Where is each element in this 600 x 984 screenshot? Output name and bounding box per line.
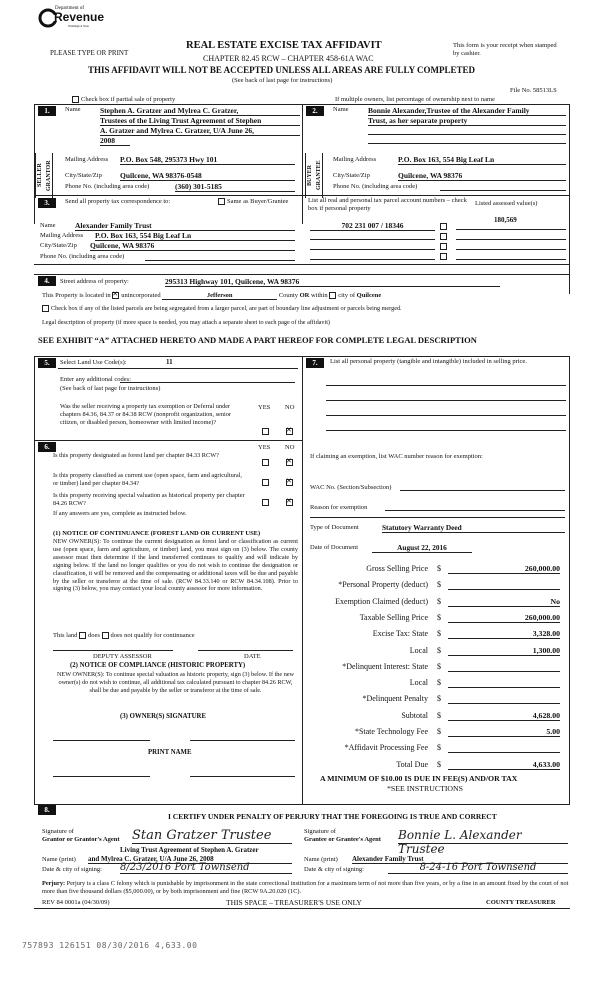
buyer-name-line-blank bbox=[368, 126, 566, 135]
tax-row-label: Excise Tax: State bbox=[372, 629, 428, 639]
doc-type-label: Type of Document bbox=[310, 524, 359, 531]
grantor-name-label: Name (print) bbox=[42, 856, 76, 863]
current-use-no-checkbox[interactable] bbox=[286, 478, 295, 486]
section-5-number: 5. bbox=[38, 358, 56, 368]
grantor-sig-label-2: Grantor or Grantor's Agent bbox=[42, 836, 120, 843]
tax-row-label: *Delinquent Penalty bbox=[362, 694, 428, 704]
current-use-question: Is this property classified as current use (open space, farm and agricultural, or timber) land per chapter 84.34? bbox=[53, 472, 243, 487]
county-treasurer-label: COUNTY TREASURER bbox=[486, 899, 556, 906]
buyer-name-label: Name bbox=[333, 106, 349, 113]
doc-date-label: Date of Document bbox=[310, 544, 359, 551]
grantee-date-label: Date & city of signing: bbox=[304, 866, 364, 873]
assessed-line bbox=[456, 251, 566, 260]
unincorporated-checkbox[interactable] bbox=[112, 292, 119, 299]
tax-row-label: Gross Selling Price bbox=[366, 564, 428, 573]
section-8-number: 8. bbox=[38, 805, 56, 815]
buyer-name-line: Bonnie Alexander,Trustee of the Alexander Family bbox=[368, 106, 566, 116]
certify-statement: I CERTIFY UNDER PENALTY OF PERJURY THAT THE FOREGOING IS TRUE AND CORRECT bbox=[168, 812, 497, 821]
grantee-date-city: 8-24-16 Port Townsend bbox=[388, 862, 568, 874]
corr-city-label: City/State/Zip bbox=[40, 242, 77, 249]
reason-label: Reason for exemption bbox=[310, 504, 368, 511]
tax-row-label: *Delinquent Interest: State bbox=[342, 661, 428, 671]
tax-row-value bbox=[448, 743, 560, 753]
tax-row-value: 4,633.00 bbox=[448, 760, 560, 770]
form-subtitle: CHAPTER 82.45 RCW – CHAPTER 458-61A WAC bbox=[203, 54, 374, 63]
multiple-owners-note: If multiple owners, list percentage of ownership next to name bbox=[335, 96, 495, 103]
does-not-checkbox[interactable] bbox=[102, 632, 109, 639]
tax-row-label: *Personal Property (deduct) bbox=[338, 580, 428, 590]
see-instructions-note: *SEE INSTRUCTIONS bbox=[387, 784, 464, 793]
grantor-signature: Stan Gratzer Trustee bbox=[132, 828, 292, 844]
section-7-number: 7. bbox=[306, 358, 324, 368]
personal-property-checkbox[interactable] bbox=[440, 232, 449, 240]
grantor-date-label: Date & city of signing: bbox=[42, 866, 102, 873]
seller-mailing-address: P.O. Box 548, 295373 Hwy 101 bbox=[120, 155, 295, 165]
assessed-header: Listed assessed value(s) bbox=[475, 200, 538, 207]
notice-compliance-text: NEW OWNER(S): To continue special valuation as historic property, sign (3) below. If the new owner(s) do not wish to continue, all additional tax calculated pursuant to chapter 84.26 RCW, shall be due and payable by the seller or transferor at the time of sale. bbox=[56, 671, 295, 694]
tax-row-currency: $ bbox=[437, 759, 441, 769]
tax-row-currency: $ bbox=[437, 678, 441, 688]
segregated-checkbox[interactable]: Check box if any of the listed parcels are being segregated from a larger parcel, are part of boundary line adjustment or parcels being merged. bbox=[42, 305, 402, 312]
corr-name-label: Name bbox=[40, 222, 56, 229]
wac-line bbox=[400, 484, 565, 491]
corr-phone bbox=[145, 252, 295, 261]
seller-name-line: A. Gratzer and Mylrea C. Gratzer, U/A June 26, bbox=[100, 126, 300, 136]
section-6-number: 6. bbox=[38, 442, 56, 452]
corr-mailing-address: P.O. Box 163, 554 Big Leaf Ln bbox=[95, 231, 295, 241]
tax-row-currency: $ bbox=[437, 645, 441, 655]
exhibit-a-note: SEE EXHIBIT “A” ATTACHED HERETO AND MADE A PART HEREOF FOR COMPLETE LEGAL DESCRIPTION bbox=[38, 335, 477, 345]
parcel-line bbox=[310, 251, 435, 260]
same-as-buyer-checkbox[interactable]: Same as Buyer/Grantee bbox=[218, 198, 288, 205]
section-4-number: 4. bbox=[38, 276, 56, 286]
county-name: Jefferson bbox=[162, 292, 277, 300]
tax-row-label: *Affidavit Processing Fee bbox=[344, 743, 428, 753]
owner-signature-label: (3) OWNER(S) SIGNATURE bbox=[120, 713, 206, 720]
grantee-signature: Bonnie L. Alexander Trustee bbox=[398, 828, 568, 844]
exemption-claim-label: If claiming an exemption, list WAC number reason for exemption: bbox=[310, 453, 483, 460]
correspondence-label: Send all property tax correspondence to: bbox=[65, 198, 171, 205]
assessed-line bbox=[456, 241, 566, 250]
notice-continuance-text: NEW OWNER(S): To continue the current designation as forest land or classification as current use (open space, farm and agriculture, or timber) land, you must sign on (3) below. The county assessor must then determine if the land transferred continues to qualify and will indicate by signing below. If the land no longer qualifies or you do not wish to continue the designation or classification, it will be removed and the compensating or additional taxes will be due and payable by the seller or transferor at the time of sale. (RCW 84.33.140 or RCW 84.34.108). Prior to signing (3) below, you may contact your local county assessor for more information. bbox=[53, 538, 298, 593]
tax-row-label: Local bbox=[409, 645, 428, 655]
buyer-grantee-label: BUYER GRANTEE bbox=[305, 153, 323, 198]
grantee-print-name: Alexander Family Trust bbox=[352, 855, 568, 864]
corr-mail-label: Mailing Address bbox=[40, 232, 84, 239]
tax-row-value: 1,300.00 bbox=[448, 646, 560, 656]
city-checkbox[interactable] bbox=[329, 292, 336, 299]
tax-row-value: 4,628.00 bbox=[448, 711, 560, 721]
seller-city-label: City/State/Zip bbox=[65, 172, 102, 179]
corr-city: Quilcene, WA 98376 bbox=[90, 241, 295, 251]
personal-property-label: List all personal property (tangible and intangible) included in selling price. bbox=[330, 358, 527, 365]
tax-row-currency: $ bbox=[437, 710, 441, 720]
historic-no-checkbox[interactable] bbox=[286, 498, 295, 506]
wac-label: WAC No. (Section/Subsection) bbox=[310, 484, 392, 491]
corr-phone-label: Phone No. (including area code) bbox=[40, 253, 125, 260]
deputy-date-label: DATE bbox=[244, 653, 261, 660]
tax-row-currency: $ bbox=[437, 580, 441, 590]
parcel-line bbox=[310, 231, 435, 240]
tax-row-value bbox=[448, 678, 560, 688]
forest-no-checkbox[interactable] bbox=[286, 458, 295, 466]
no-header: NO bbox=[285, 444, 295, 451]
buyer-phone-label: Phone No. (including area code) bbox=[333, 183, 418, 190]
buyer-city: Quilcene, WA 98376 bbox=[398, 171, 566, 181]
grantor-print-name: and Mylrea C. Gratzer, U/A June 26, 2008 bbox=[88, 855, 292, 864]
partial-sale-checkbox[interactable]: Check box if partial sale of property bbox=[72, 96, 175, 103]
does-checkbox[interactable] bbox=[79, 632, 86, 639]
section-3-number: 3. bbox=[38, 198, 56, 208]
buyer-phone bbox=[440, 182, 566, 191]
section-1-number: 1. bbox=[38, 106, 56, 116]
exemption-yes-checkbox[interactable] bbox=[262, 427, 271, 435]
dor-logo: Department of Revenue Washington State bbox=[38, 6, 108, 32]
seller-name-line: 2008 bbox=[100, 136, 130, 146]
seller-phone: (360) 301-5185 bbox=[175, 182, 295, 192]
buyer-mailing-address: P.O. Box 163, 554 Big Leaf Ln bbox=[398, 155, 566, 165]
no-header: NO bbox=[285, 404, 295, 411]
exemption-question: Was the seller receiving a property tax exemption or Deferral under chapters 84.36, 84.37 or 84.38 RCW (nonprofit organization, senior citizen, or disabled person, homeowner with limited income)? bbox=[60, 403, 231, 426]
additional-codes-label: Enter any additional codes: bbox=[60, 376, 131, 383]
notice-compliance-title: (2) NOTICE OF COMPLIANCE (HISTORIC PROPERTY) bbox=[70, 662, 246, 669]
yes-header: YES bbox=[258, 444, 271, 451]
tax-row-label: Exemption Claimed (deduct) bbox=[335, 596, 428, 606]
deputy-assessor-label: DEPUTY ASSESSOR bbox=[93, 653, 152, 660]
grantor-date-city: 8/23/2016 Port Townsend bbox=[120, 862, 292, 874]
land-use-label: Select Land Use Code(s): bbox=[60, 359, 127, 366]
tax-row-label: Total Due bbox=[396, 759, 428, 769]
buyer-city-label: City/State/Zip bbox=[333, 172, 370, 179]
street-label: Street address of property: bbox=[60, 278, 129, 285]
property-street-address: 295313 Highway 101, Quilcene, WA 98376 bbox=[165, 277, 500, 287]
form-revision: REV 84 0001a (04/30/09) bbox=[42, 899, 110, 906]
answers-note: If any answers are yes, complete as instructed below. bbox=[53, 510, 187, 517]
assessed-line bbox=[456, 231, 566, 240]
personal-property-checkbox[interactable] bbox=[440, 252, 449, 260]
reason-line bbox=[385, 504, 565, 511]
city-name: Quilcene bbox=[356, 292, 382, 299]
parcel-number: 702 231 007 / 18346 bbox=[310, 221, 435, 231]
receipt-note: This form is your receipt when stamped by cashier. bbox=[453, 42, 557, 57]
tax-row-value: No bbox=[448, 597, 560, 607]
document-type: Statutory Warranty Deed bbox=[382, 523, 565, 533]
tax-row-currency: $ bbox=[437, 629, 441, 639]
parcel-line bbox=[310, 241, 435, 250]
exemption-no-checkbox[interactable] bbox=[286, 427, 295, 435]
seller-grantor-label: SELLER GRANTOR bbox=[35, 153, 53, 198]
document-date: August 22, 2016 bbox=[372, 543, 472, 553]
file-no: File No. 58513LS bbox=[510, 87, 557, 94]
grantee-sig-label-2: Grantee or Grantee's Agent bbox=[304, 836, 381, 843]
historic-yes-checkbox[interactable] bbox=[262, 498, 271, 506]
grantor-sig-label: Signature of bbox=[42, 828, 74, 835]
legal-description-label: Legal description of property (if more space is needed, you may attach a separate sheet to each page of the affidavit) bbox=[42, 319, 330, 326]
seller-city: Quilcene, WA 98376-0548 bbox=[120, 171, 295, 181]
tax-row-currency: $ bbox=[437, 661, 441, 671]
additional-codes-line bbox=[120, 376, 295, 383]
yes-header: YES bbox=[258, 404, 271, 411]
corr-name: Alexander Family Trust bbox=[75, 221, 295, 231]
warning: THIS AFFIDAVIT WILL NOT BE ACCEPTED UNLESS ALL AREAS ARE FULLY COMPLETED bbox=[88, 65, 476, 75]
tax-row-currency: $ bbox=[437, 727, 441, 736]
historic-question: Is this property receiving special valuation as historical property per chapter 84.26 RCW? bbox=[53, 492, 245, 507]
assessed-value: 180,569 bbox=[494, 216, 517, 224]
current-use-yes-checkbox[interactable] bbox=[262, 478, 271, 486]
tax-row-value: 260,000.00 bbox=[448, 613, 560, 623]
seller-mail-label: Mailing Address bbox=[65, 156, 109, 163]
tax-row-currency: $ bbox=[437, 694, 441, 704]
seller-name-line: Trustees of the Living Trust Agreement of Stephen bbox=[100, 116, 300, 126]
print-name-label: PRINT NAME bbox=[148, 749, 192, 756]
tax-row-label: Local bbox=[409, 678, 428, 688]
section-2-number: 2. bbox=[306, 106, 324, 116]
tax-row-label: *State Technology Fee bbox=[354, 727, 428, 736]
tax-row-value: 3,328.00 bbox=[448, 629, 560, 639]
buyer-name-line-blank bbox=[368, 135, 566, 144]
tax-row-currency: $ bbox=[437, 596, 441, 606]
cashier-stamp: 757893 126151 08/30/2016 4,633.00 bbox=[22, 941, 198, 950]
perjury-notice: Perjury: Perjury is a class C felony which is punishable by imprisonment in the state correctional institution for a maximum term of not more than five years, or by a fine in an amount fixed by the court of not more than five thousand dollars ($5,000.00), or by both imprisonment and fine (RCW 9A.20.020 (1C). bbox=[42, 880, 569, 895]
grantee-name-label: Name (print) bbox=[304, 856, 338, 863]
form-title: REAL ESTATE EXCISE TAX AFFIDAVIT bbox=[186, 40, 382, 51]
tax-row-label: Subtotal bbox=[401, 710, 428, 720]
personal-property-checkbox[interactable] bbox=[440, 222, 449, 230]
forest-yes-checkbox[interactable] bbox=[262, 458, 271, 466]
seller-name-line: Stephen A. Gratzer and Mylrea C. Gratzer, bbox=[100, 106, 300, 116]
forest-land-question: Is this property designated as forest land per chapter 84.33 RCW? bbox=[53, 452, 219, 459]
location-line: This Property is located in ✕ unincorporated Jefferson County OR within city of Quilcene bbox=[42, 292, 381, 300]
land-use-code: 11 bbox=[166, 358, 173, 366]
instructions-note: (See back of last page for instructions) bbox=[232, 77, 333, 84]
tax-row-label: Taxable Selling Price bbox=[359, 612, 428, 622]
qualify-line: This land does does not qualify for continuance bbox=[53, 632, 195, 639]
minimum-due-note: A MINIMUM OF $10.00 IS DUE IN FEE(S) AND/OR TAX bbox=[320, 774, 518, 783]
buyer-name-line: Trust, as her separate property bbox=[368, 116, 566, 126]
treasurer-use-note: THIS SPACE – TREASURER'S USE ONLY bbox=[226, 898, 362, 907]
parcel-header: List all real and personal tax parcel account numbers – check box if personal property bbox=[308, 197, 467, 212]
tax-row-value bbox=[448, 662, 560, 672]
personal-property-checkbox[interactable] bbox=[440, 242, 449, 250]
seller-name-label: Name bbox=[65, 106, 81, 113]
seller-phone-label: Phone No. (including area code) bbox=[65, 183, 150, 190]
grantee-sig-label: Signature of bbox=[304, 828, 336, 835]
tax-row-value: 5.00 bbox=[448, 727, 560, 737]
print-note: PLEASE TYPE OR PRINT bbox=[50, 49, 129, 57]
buyer-mail-label: Mailing Address bbox=[333, 156, 377, 163]
tax-row-currency: $ bbox=[437, 564, 441, 573]
trust-line: Living Trust Agreement of Stephen A. Gratzer bbox=[120, 846, 259, 854]
notice-continuance-title: (1) NOTICE OF CONTINUANCE (FOREST LAND OR CURRENT USE) bbox=[53, 530, 261, 537]
tax-row-value bbox=[448, 694, 560, 704]
tax-row-currency: $ bbox=[437, 743, 441, 753]
tax-row-currency: $ bbox=[437, 612, 441, 622]
tax-row-value: 260,000.00 bbox=[448, 564, 560, 574]
assessed-line bbox=[456, 221, 566, 230]
tax-row-value bbox=[448, 580, 560, 590]
see-back-note: (See back of last page for instructions) bbox=[60, 385, 161, 392]
